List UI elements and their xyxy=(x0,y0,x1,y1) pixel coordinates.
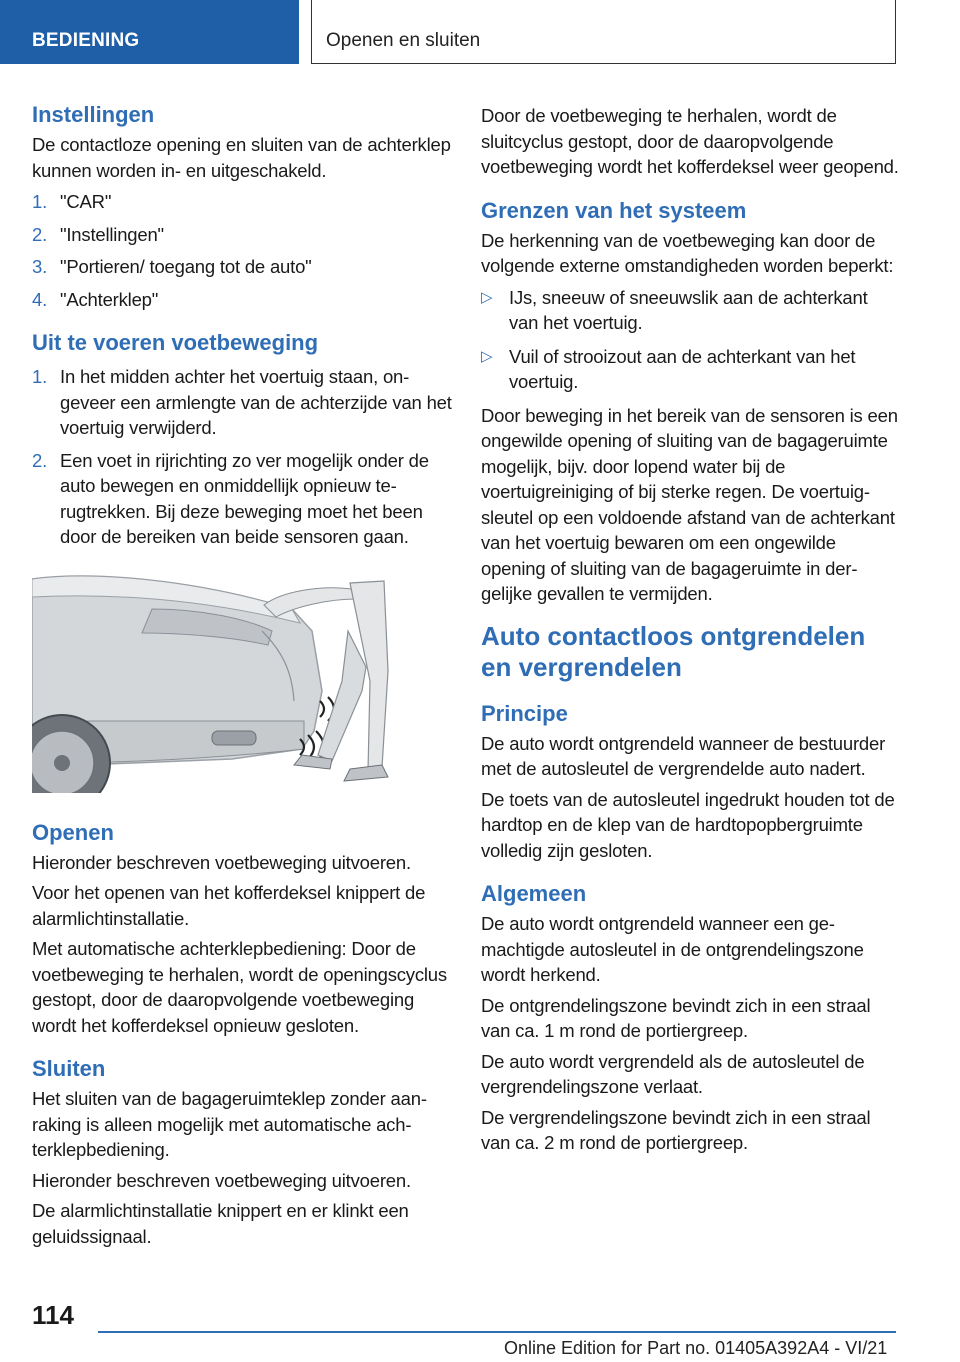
paragraph: De auto wordt vergrendeld als de autosleutel de vergrendelingszone verlaat. xyxy=(481,1050,865,1097)
settings-steps xyxy=(32,189,452,312)
right-column xyxy=(481,100,901,1156)
paragraph: Hieronder beschreven voetbeweging uitvoeren. xyxy=(32,1169,411,1191)
heading-sluiten: Sluiten xyxy=(32,1056,106,1081)
list-item: 1. "CAR" xyxy=(32,191,112,212)
page-number: 114 xyxy=(32,1300,74,1330)
paragraph: Voor het openen van het kofferdeksel knippert de alarmlichtinstallatie. xyxy=(32,882,426,929)
list-item: 2. "Instellingen" xyxy=(32,223,164,245)
foot-gesture-illustration xyxy=(32,571,452,793)
heading-algemeen: Algemeen xyxy=(481,881,587,906)
triangle-bullet-icon: ▷ xyxy=(481,288,493,306)
footer-divider xyxy=(98,1331,896,1333)
section-title: BEDIENING xyxy=(32,30,140,51)
paragraph: Met automatische achterklepbediening: Door de voetbeweging te herhalen, wordt de openingscyclus gestopt, door de daaropvolgende voetbeweging wordt het kofferdeksel opnieuw gesloten. xyxy=(32,938,447,1036)
list-item: 4. "Achterklep" xyxy=(32,288,159,310)
list-item: 1. In het midden achter het voertuig staan, ongeveer een armlengte van de achterzijde van het voertuig verwijderd. xyxy=(32,366,452,438)
list-item: ▷ IJs, sneeuw of sneeuwslik aan de achterkant van het voertuig. xyxy=(481,286,868,333)
heading-grenzen: Grenzen van het systeem xyxy=(481,197,747,223)
limitations-list xyxy=(481,285,901,395)
paragraph: De toets van de autosleutel ingedrukt houden tot de hardtop en de klep van de hardtopopbergruimte volledig zijn gesloten. xyxy=(481,788,895,861)
paragraph: De auto wordt ontgrendeld wanneer de bestuurder met de autosleutel de vergrendelde auto nadert. xyxy=(481,732,886,779)
chapter-title: Openen en sluiten xyxy=(326,30,481,51)
paragraph: De herkenning van de voetbeweging kan door de volgende externe omstandigheden worden beperkt: xyxy=(481,229,894,276)
paragraph: Hieronder beschreven voetbeweging uitvoeren. xyxy=(32,851,411,873)
list-item: 3. "Portieren/ toegang tot de auto" xyxy=(32,256,312,277)
paragraph: De contactloze opening en sluiten van de achterklep kunnen worden in- en uitgeschakeld. xyxy=(32,134,451,181)
paragraph: De auto wordt ontgrendeld wanneer een gemachtigde autosleutel in de ontgrendelingszone wordt herkend. xyxy=(481,913,864,985)
heading-principe: Principe xyxy=(481,700,568,726)
paragraph: De alarmlichtinstallatie knippert en er klinkt een geluidssignaal. xyxy=(32,1200,409,1247)
paragraph: Door beweging in het bereik van de sensoren is een ongewilde opening of sluiting van de bagageruimte mogelijk, bijv. door lopend water bij de voertuigreiniging of bij sterke regen. De voertuigsleutel op een voldoende afstand van de achterkant van het voertuig bewaren om een ongewilde opening of sluiting van de bagageruimte in dergelijke gevallen te vermijden. xyxy=(481,404,898,604)
edition-note: Online Edition for Part no. 01405A392A4 - VI/21 xyxy=(504,1338,888,1358)
heading-openen: Openen xyxy=(32,819,114,845)
heading-instellingen: Instellingen xyxy=(32,102,155,127)
paragraph: Door de voetbeweging te herhalen, wordt de sluitcyclus gestopt, door de daaropvolgende voetbeweging wordt het kofferdeksel weer geopend. xyxy=(481,105,899,177)
heading-contactloos: Auto contactloos ontgrendelen en vergrendelen xyxy=(481,620,866,682)
foot-motion-steps xyxy=(32,364,452,550)
paragraph: De ontgrendelingszone bevindt zich in een straal van ca. 1 m rond de portiergreep. xyxy=(481,994,871,1041)
triangle-bullet-icon: ▷ xyxy=(481,347,493,365)
list-item: 2. Een voet in rijrichting zo ver mogelijk onder de auto bewegen en onmiddellijk opnieuw terugtrekken. Bij deze beweging moet het been door de bereiken van beide sensoren gaan. xyxy=(32,449,429,547)
list-item: ▷ Vuil of strooizout aan de achterkant van het voertuig. xyxy=(481,345,856,392)
paragraph: Het sluiten van de bagageruimteklep zonder aanraking is alleen mogelijk met automatische achterklepbediening. xyxy=(32,1088,427,1160)
section-tab xyxy=(0,0,299,64)
paragraph: De vergrendelingszone bevindt zich in een straal van ca. 2 m rond de portiergreep. xyxy=(481,1106,871,1153)
heading-voetbeweging: Uit te voeren voetbeweging xyxy=(32,330,319,355)
left-column xyxy=(32,100,452,1249)
chapter-header xyxy=(311,0,896,64)
